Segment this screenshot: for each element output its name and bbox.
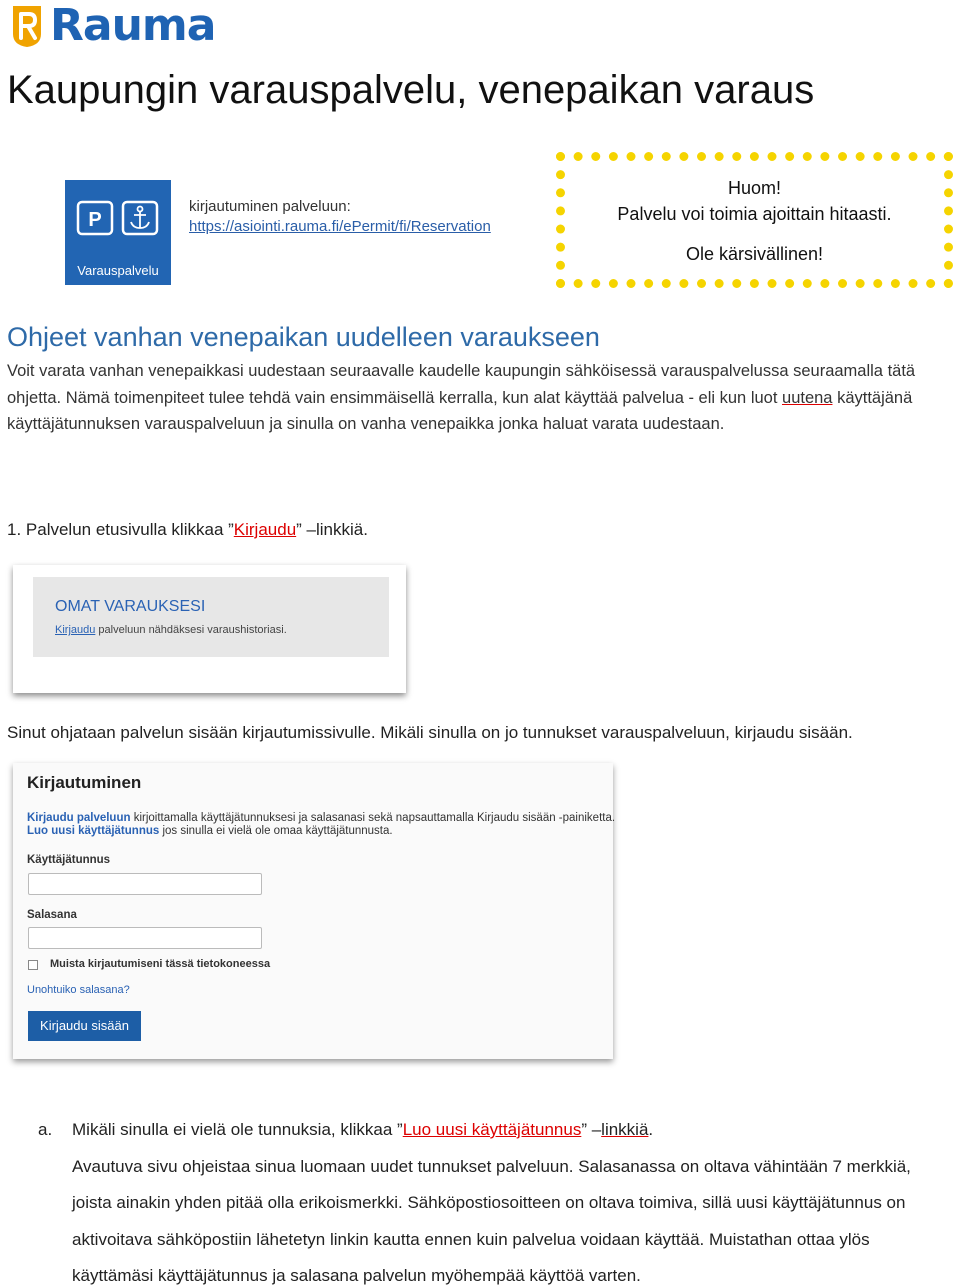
item-a-prefix: Mikäli sinulla ei vielä ole tunnuksia, klikkaa ” [72, 1120, 403, 1139]
item-a-marker: a. [38, 1120, 53, 1139]
remember-me-label: Muista kirjautumiseni tässä tietokoneessa [50, 958, 271, 970]
step-1-suffix: ” –linkkiä. [296, 520, 368, 539]
parking-icon [78, 202, 112, 234]
login-note [189, 197, 491, 237]
notice-box [556, 152, 953, 288]
login-instruction-2-rest: jos sinulla ei vielä ole omaa käyttäjätunnusta. [159, 825, 393, 837]
item-a-end: . [648, 1120, 654, 1139]
rauma-logo [10, 2, 215, 50]
omat-varaukset-text [55, 624, 287, 636]
intro-text-1: Voit varata vanhan venepaikkasi uudestaan seuraavalle kaudelle kaupungin sähköisessä varauspalvelussa seuraamalla tätä ohjetta. Nämä toimenpiteet tulee tehdä vain ensimmäisellä kerralla, kun alat käyttää palvelua - eli kun luot [7, 362, 916, 407]
create-account-link[interactable]: Luo uusi käyttäjätunnus [27, 825, 160, 837]
omat-varaukset-title: OMAT VARAUKSESI [55, 598, 206, 615]
login-instruction-1-bold: Kirjaudu palveluun [27, 812, 131, 824]
login-submit-button[interactable]: Kirjaudu sisään [28, 1011, 141, 1041]
step-1-prefix: 1. Palvelun etusivulla klikkaa ” [7, 520, 234, 539]
forgot-password-link[interactable]: Unohtuiko salasana? [27, 984, 130, 996]
login-instruction-1 [27, 812, 615, 824]
login-instruction-2 [27, 825, 393, 837]
screenshot-login-form [13, 763, 616, 1059]
kirjaudu-link-mention: Kirjaudu [233, 520, 297, 539]
paragraph-2: Sinut ohjataan palvelun sisään kirjautumissivulle. Mikäli sinulla on jo tunnukset varauspalveluun, kirjaudu sisään. [7, 723, 853, 742]
page-title: Kaupungin varauspalvelu, venepaikan varaus [7, 68, 815, 112]
varauspalvelu-badge[interactable] [65, 180, 171, 285]
username-label: Käyttäjätunnus [27, 854, 111, 866]
instruction-item-a [38, 1112, 948, 1285]
rauma-emblem-icon [10, 4, 44, 48]
item-a-link2: linkkiä [601, 1120, 649, 1139]
notice-line-3: Ole kärsivällinen! [685, 244, 824, 264]
notice-line-2: Palvelu voi toimia ajoittain hitaasti. [617, 204, 892, 224]
intro-emphasis: uutena [782, 388, 833, 407]
anchor-icon [123, 202, 157, 234]
step-1 [7, 520, 368, 540]
section-heading: Ohjeet vanhan venepaikan uudelleen varaukseen [7, 322, 600, 352]
notice-line-1: Huom! [727, 178, 781, 198]
shot1-kirjaudu-link[interactable]: Kirjaudu [55, 624, 96, 636]
intro-text-2: käyttäjänä käyttäjätunnuksen varauspalveluun ja sinulla on vanha venepaikka jonka haluat varata uudestaan. [7, 388, 913, 433]
item-a-content [72, 1112, 948, 1285]
item-a-mid: ” – [581, 1120, 602, 1139]
username-input[interactable] [28, 873, 262, 895]
badge-label: Varauspalvelu [77, 263, 159, 278]
password-input[interactable] [28, 927, 262, 949]
shot1-text-rest: palveluun nähdäksesi varaushistoriasi. [95, 624, 287, 636]
svg-text:P: P [88, 209, 102, 231]
login-instruction-1-rest: kirjoittamalla käyttäjätunnuksesi ja salasanasi sekä napsauttamalla Kirjaudu sisään -painiketta. [130, 812, 616, 824]
password-label: Salasana [27, 909, 77, 921]
item-a-text: Avautuva sivu ohjeistaa sinua luomaan uudet tunnukset palveluun. Salasanassa on oltava vähintään 7 merkkiä, joista ainakin yhden pitää olla erikoismerkki. Sähköpostiosoitteen on oltava toimiva, sillä uusi käyttäjätunnus on aktivoitava sähköpostiin lähetetyn linkin kautta ennen kuin palvelua voidaan käyttää. Muistathan ottaa ylös käyttämäsi käyttäjätunnus ja salasana palvelun myöhempää käyttöä varten. [72, 1156, 911, 1285]
luo-uusi-link-mention: Luo uusi käyttäjätunnus [402, 1120, 582, 1139]
omat-varaukset-panel [33, 577, 389, 657]
login-title: Kirjautuminen [27, 773, 142, 792]
screenshot-omat-varaukset [13, 565, 406, 693]
reservation-link[interactable]: https://asiointi.rauma.fi/ePermit/fi/Reservation [189, 218, 491, 235]
intro-paragraph [7, 358, 942, 438]
logo-text: Rauma [50, 0, 216, 51]
login-note-label: kirjautuminen palveluun: [189, 198, 351, 215]
remember-me-checkbox[interactable] [28, 960, 38, 970]
